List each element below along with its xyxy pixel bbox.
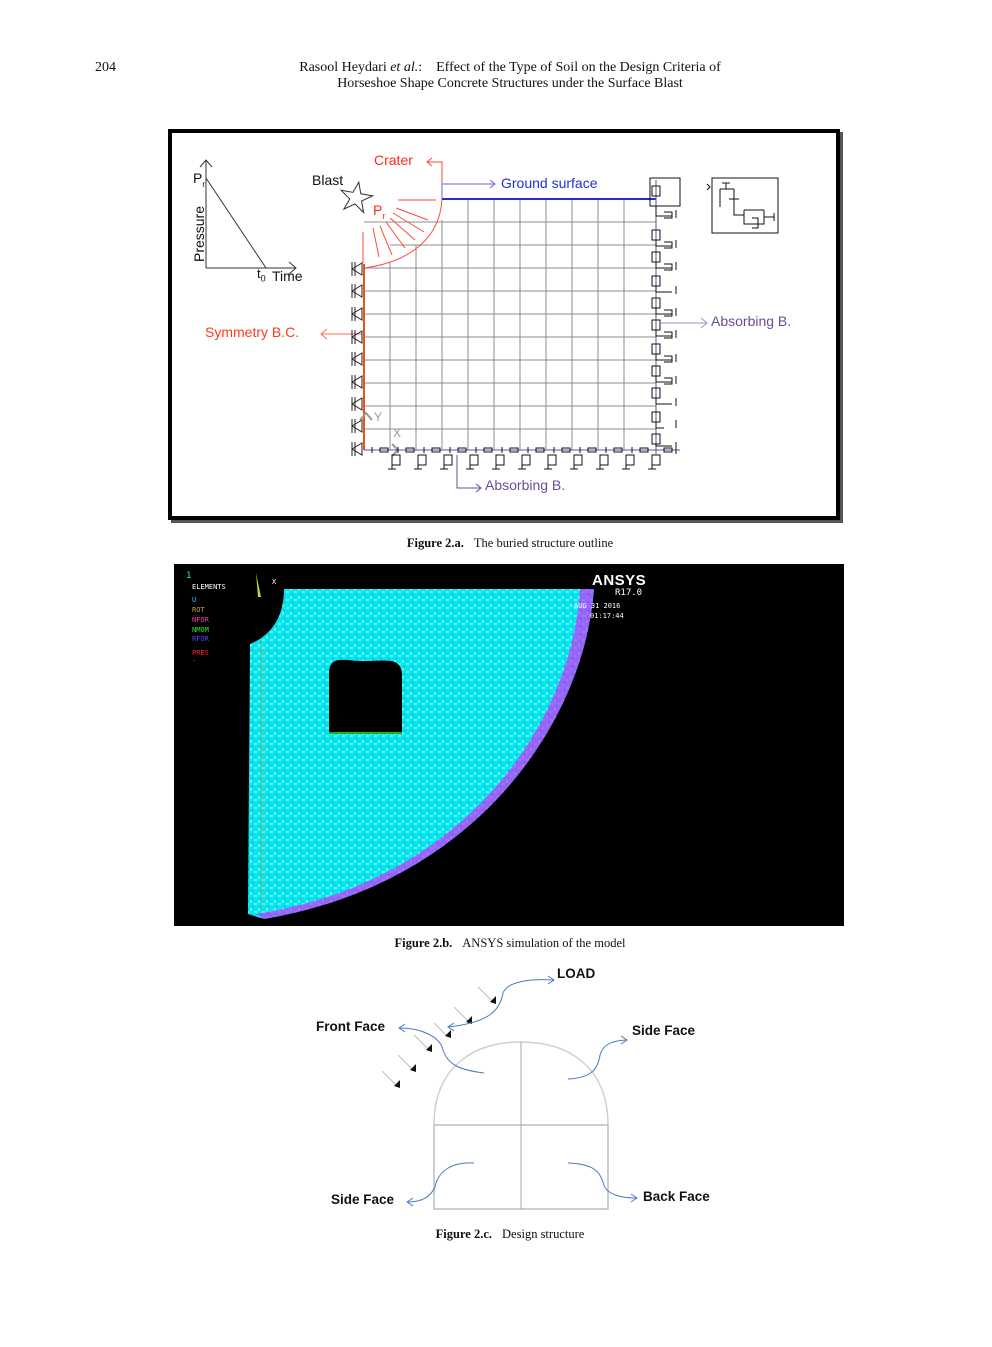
triad-x-label: X	[272, 578, 277, 586]
blast-star-icon	[338, 179, 375, 213]
figure-2c-caption	[300, 1227, 720, 1242]
figure-2a-drawing	[0, 0, 992, 560]
peak-pressure-label	[193, 170, 205, 189]
axis-x-label: X	[393, 426, 402, 440]
ansys-time: 01:17:44	[590, 612, 624, 620]
peak-symbol: P	[193, 170, 203, 186]
callout-curves	[399, 976, 637, 1206]
legend-item-nmom: NMOM	[192, 626, 209, 634]
duration-label	[257, 266, 266, 284]
legend-title: ELEMENTS	[192, 583, 226, 591]
damper-highlight-box	[650, 178, 680, 206]
pr-subscript: r	[382, 210, 386, 221]
side-face-bottom-label: Side Face	[331, 1192, 395, 1207]
symmetry-bc-label: Symmetry B.C.	[205, 324, 300, 340]
legend-item-u: U	[192, 596, 197, 604]
front-face-label: Front Face	[316, 1019, 386, 1034]
ansys-mesh	[174, 564, 844, 926]
symmetry-supports	[352, 262, 362, 456]
pr-label	[373, 202, 385, 221]
duration-subscript: 0	[260, 273, 266, 284]
time-axis-label: Time	[272, 268, 303, 284]
absorbing-right-label: Absorbing B.	[711, 313, 792, 329]
title-line2: Horseshoe Shape Concrete Structures under the Surface Blast	[337, 76, 683, 91]
caption-label: Figure 2.c.	[435, 1227, 493, 1241]
pr-symbol: P	[373, 202, 383, 218]
side-face-top-label: Side Face	[632, 1023, 696, 1038]
blast-label: Blast	[312, 172, 344, 188]
load-arrows	[382, 987, 496, 1088]
ansys-viewport	[174, 564, 844, 926]
caption-label: Figure 2.b.	[394, 936, 453, 950]
pressure-time-graph	[200, 160, 296, 274]
caption-text: The buried structure outline	[473, 536, 614, 550]
colon: :	[418, 60, 423, 75]
author-names: Rasool Heydari	[299, 60, 387, 75]
crater-label: Crater	[374, 152, 413, 168]
ground-surface-label: Ground surface	[501, 175, 598, 191]
figure-2a-caption	[300, 536, 720, 551]
caption-text: ANSYS simulation of the model	[462, 936, 626, 950]
duration-symbol: t	[257, 266, 261, 281]
legend-item-nfor: NFOR	[192, 616, 209, 624]
caption-text: Design structure	[502, 1227, 585, 1241]
horseshoe-outline	[434, 1042, 608, 1209]
legend-item-rfor: RFOR	[192, 635, 209, 643]
caption-label: Figure 2.a.	[406, 536, 464, 550]
ansys-version: R17.0	[615, 588, 643, 598]
et-al: et al.	[390, 60, 419, 75]
bottom-dampers	[372, 446, 676, 469]
axis-y-label: Y	[374, 410, 383, 424]
window-number: 1	[186, 571, 192, 581]
peak-subscript: r	[202, 179, 206, 189]
title-line1: Effect of the Type of Soil on the Design Criteria of	[436, 60, 721, 75]
pressure-axis-label: Pressure	[191, 205, 207, 263]
legend-item-rot: ROT	[192, 606, 205, 614]
figure-2b-caption	[300, 936, 720, 951]
page-number: 204	[95, 60, 116, 75]
ansys-brand: ANSYS	[592, 572, 647, 589]
back-face-label: Back Face	[643, 1189, 710, 1204]
load-label: LOAD	[557, 966, 596, 981]
tunnel-opening	[329, 660, 402, 734]
legend-item-dash: -	[192, 657, 197, 665]
ansys-date: AUG 31 2016	[574, 602, 621, 610]
legend-item-pres: PRES	[192, 649, 209, 657]
damper-detail-box	[712, 178, 778, 233]
mesh-grid	[364, 199, 656, 450]
absorbing-bottom-label: Absorbing B.	[485, 477, 566, 493]
